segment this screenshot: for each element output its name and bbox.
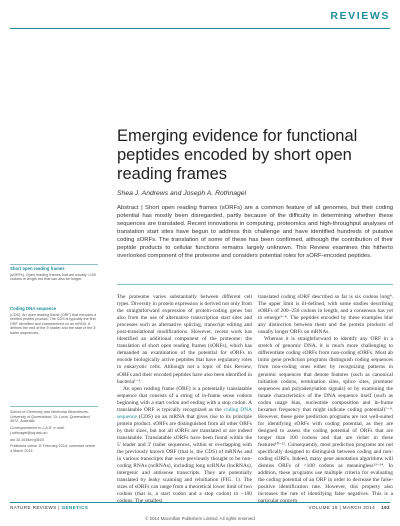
- body-paragraph: [117, 386, 252, 506]
- footer-rule: [10, 502, 390, 503]
- issue-info: [308, 505, 390, 510]
- affiliation: School of Chemistry and Molecular Biosciences, University of Queensland, St. Lucia, Queensland, 4072, Australia.: [10, 410, 91, 424]
- journal-title: NATURE REVIEWS: [10, 505, 57, 510]
- author-affiliation-box: [10, 410, 98, 456]
- glossary-term: Coding DNA sequence: [10, 306, 57, 311]
- body-paragraph: The proteome varies substantially between different cell types. Diversity in protein expression is derived not only from the straightforward expression of protein-coding genes but also from the use of alternative transcription start sites and processes such as alternative splicing, transcript editing and post-translational modifications. However, recent work has identified an additional component of the proteome: the translation of short open reading frames (sORFs), which has demanded an examination of the potential for sORFs to encode biologically active peptides that have regulatory roles in eukaryotic cells. Although not a topic of this Review, sORFs and their encoded peptides have also been identified in bacteria¹⁻³.: [117, 294, 252, 385]
- abstract-divider: [117, 284, 393, 285]
- article-abstract: Abstract | Short open reading frames (sORFs) are a common feature of all genomes, but their coding potential has mostly been disregarded, partly because of the difficulty in determining whether these sequences are translated. Recent innovations in computing, proteomics and high-throughput analyses of translation start sites have begun to address this challenge and have identified hundreds of putative coding sORFs. The translation of some of these has been confirmed, although the contribution of their peptide products to cellular functions remains largely unknown. This Review examines this hitherto overlooked component of the proteome and considers potential roles for sORF-encoded peptides.: [117, 205, 393, 259]
- body-paragraph: translated coding sORF described so far is six codons long⁴. The upper limit is ill-defined, with some studies describing sORFs of 200–250 codons in length, and a consensus has yet to emerge⁵⁻⁸. The peptides encoded by these examples blur any distinction between them and the protein products of usually longer ORFs on mRNAs.: [258, 294, 393, 336]
- glossary-entry: [10, 307, 98, 336]
- text-run: (CDS) on an mRNA that gives rise to its principle protein product. sORFs are distinguished from all other ORFs by their sizes, but not all sORFs are translated or are indeed translatable. Translatable sORFs have been found within the 5′ leader and 3′ trailer sequences, within or overlapping with the previously known ORF (that is, the CDS) of mRNAs and in various transcripts that were previously thought to be non-coding RNAs (ncRNAs), including long ncRNAs (lncRNAs), intergenic and antisense transcripts. They are potentially translated by leaky scanning and reinitiation (FIG. 1). The sizes of sORFs can range from a theoretical lower limit of two codons (that is, a start codon and a stop codon) to ~100: [117, 413, 252, 498]
- glossary-definition: (sORFs). Open reading frames that are usually <100 codons in length but that can also be longer.: [10, 272, 96, 282]
- sidebar-divider: [10, 264, 98, 265]
- doi[interactable]: doi:10.1038/nrg3520: [10, 437, 44, 442]
- body-column-1: [117, 294, 252, 505]
- text-run: An open reading frame (ORF) is a potentially translatable sequence that consists of a string of in-frame sense codons beginning with a start codon and ending with a stop codon. A translatable ORF is typically recognized as the: [117, 385, 252, 413]
- journal-section: GENETICS: [61, 505, 89, 510]
- glossary-entry: [10, 267, 98, 282]
- sidebar-divider: [10, 406, 98, 407]
- article-authors: Shea J. Andrews and Joseph A. Rothnagel: [117, 190, 247, 197]
- volume-issue: VOLUME 15 | MARCH 2014: [308, 505, 376, 510]
- publication-date: Published online 11 February 2014; corrected online 4 March 2014: [10, 444, 96, 453]
- glossary-definition: (CDS). An open reading frame (ORF) that encodes a verified protein product. The CDS is typically the first ORF identified and characterized on an mRNA. It defines the end of the 5′ leader and the start of the 3′ trailer sequences.: [10, 312, 97, 335]
- body-paragraph: Whereas it is straightforward to identify any ORF in a stretch of genomic DNA, it is much more challenging to differentiate coding sORFs from non-coding sORFs. Most ab initio gene prediction programs distinguish coding sequences from non-coding ones either by recognizing patterns in genomic sequences that denote features (such as canonical initiation codons, termination sites, splice sites, promoter sequences and polyadenylation signals) or by examining the innate characteristics of the DNA sequence itself (such as codon usage bias, nucleotide composition and in-frame hexamer frequency that might indicate coding potential)⁷⁻⁹. However, these gene prediction programs are not well-suited for identifying sORFs with coding potential, as they are designed to assess the coding potential of ORFs that are longer than 100 codons and that are richer in these features¹⁰⁻¹². Consequently, most prediction programs are not specifically designed to distinguish between coding and non-coding sORFs. Indeed, many gene annotation algorithms will dismiss ORFs of <100 codons as meaningless¹³⁻¹⁴. In addition, these programs use multiple criteria for evaluating the coding potential of an ORF in order to decrease the false-positive identification rate. However, this property also increases the rate of identifying false negatives. This is a: [258, 336, 393, 498]
- correspondence[interactable]: Correspondence to J.A.R. e-mail: j.rothnagel@uq.edu.au: [10, 426, 65, 435]
- article-title: Emerging evidence for functional peptides encoded by short open reading frames: [117, 127, 358, 183]
- copyright-notice: © 2014 Macmillan Publishers Limited. All rights reserved: [145, 516, 255, 521]
- section-label: REVIEWS: [330, 10, 390, 22]
- glossary-term: Short open reading frames: [10, 266, 65, 271]
- header-rule: [10, 28, 390, 29]
- page-number: 193: [381, 505, 390, 510]
- body-column-2: [258, 294, 393, 505]
- glossary-link[interactable]: coding DNA sequence: [117, 406, 252, 420]
- journal-name: NATURE REVIEWS | GENETICS: [10, 505, 89, 510]
